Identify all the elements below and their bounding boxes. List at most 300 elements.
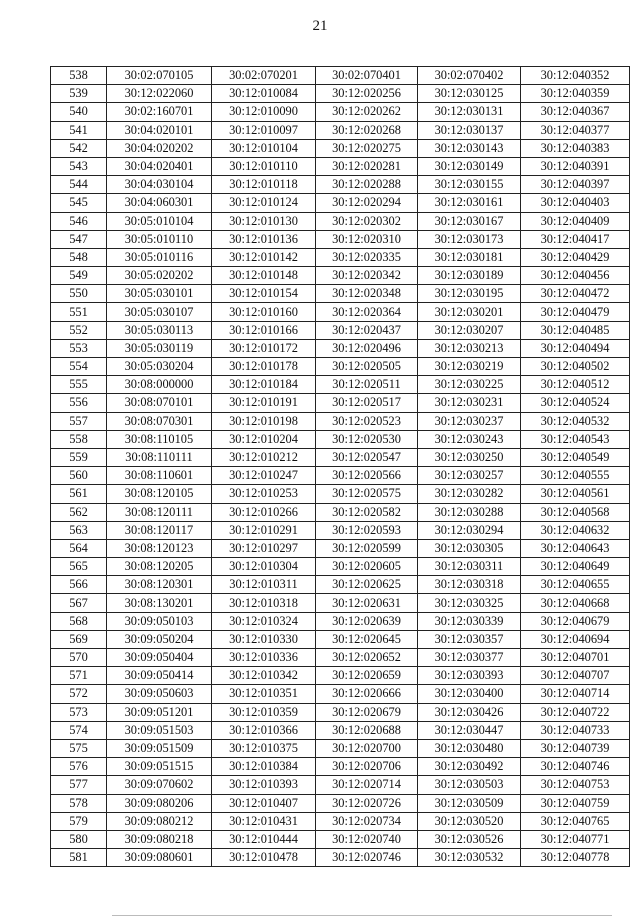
cadastral-code-cell: 30:05:010104	[107, 212, 212, 230]
cadastral-code-cell: 30:08:120301	[107, 576, 212, 594]
cadastral-code-cell: 30:12:020700	[316, 739, 418, 757]
cadastral-code-cell: 30:12:030149	[418, 157, 521, 175]
cadastral-code-cell: 30:12:010266	[212, 503, 316, 521]
cadastral-code-cell: 30:12:030181	[418, 248, 521, 266]
row-number-cell: 567	[51, 594, 107, 612]
cadastral-code-cell: 30:08:110111	[107, 448, 212, 466]
row-number-cell: 579	[51, 812, 107, 830]
cadastral-code-cell: 30:09:051201	[107, 703, 212, 721]
cadastral-code-cell: 30:12:010172	[212, 339, 316, 357]
cadastral-code-cell: 30:12:010351	[212, 685, 316, 703]
cadastral-code-cell: 30:02:070105	[107, 67, 212, 85]
row-number-cell: 557	[51, 412, 107, 430]
cadastral-code-cell: 30:12:020599	[316, 539, 418, 557]
cadastral-code-cell: 30:12:040403	[521, 194, 630, 212]
cadastral-code-cell: 30:12:030137	[418, 121, 521, 139]
cadastral-code-cell: 30:12:010318	[212, 594, 316, 612]
table-row	[51, 612, 630, 630]
table-row	[51, 267, 630, 285]
cadastral-code-cell: 30:12:030173	[418, 230, 521, 248]
cadastral-code-cell: 30:12:020505	[316, 358, 418, 376]
table-row	[51, 448, 630, 466]
cadastral-code-cell: 30:08:070101	[107, 394, 212, 412]
row-number-cell: 566	[51, 576, 107, 594]
cadastral-code-cell: 30:12:040367	[521, 103, 630, 121]
table-row	[51, 85, 630, 103]
cadastral-code-cell: 30:02:070402	[418, 67, 521, 85]
cadastral-code-cell: 30:12:020530	[316, 430, 418, 448]
row-number-cell: 555	[51, 376, 107, 394]
cadastral-code-cell: 30:09:051509	[107, 739, 212, 757]
cadastral-code-cell: 30:12:010311	[212, 576, 316, 594]
row-number-cell: 550	[51, 285, 107, 303]
cadastral-code-cell: 30:12:010431	[212, 812, 316, 830]
table-row	[51, 394, 630, 412]
table-row	[51, 230, 630, 248]
cadastral-code-cell: 30:12:030131	[418, 103, 521, 121]
cadastral-code-cell: 30:12:040753	[521, 776, 630, 794]
cadastral-code-cell: 30:05:030107	[107, 303, 212, 321]
cadastral-code-cell: 30:12:010342	[212, 667, 316, 685]
cadastral-code-cell: 30:12:020679	[316, 703, 418, 721]
cadastral-code-cell: 30:12:040397	[521, 176, 630, 194]
cadastral-code-cell: 30:09:070602	[107, 776, 212, 794]
cadastral-code-cell: 30:12:010359	[212, 703, 316, 721]
cadastral-code-cell: 30:12:010110	[212, 157, 316, 175]
page-number: 21	[312, 18, 328, 34]
row-number-cell: 546	[51, 212, 107, 230]
table-row	[51, 430, 630, 448]
table-body	[51, 67, 630, 867]
cadastral-code-cell: 30:12:030167	[418, 212, 521, 230]
row-number-cell: 552	[51, 321, 107, 339]
cadastral-code-cell: 30:12:040694	[521, 630, 630, 648]
cadastral-code-cell: 30:12:040472	[521, 285, 630, 303]
cadastral-code-cell: 30:12:020302	[316, 212, 418, 230]
cadastral-code-cell: 30:12:020706	[316, 758, 418, 776]
table-row	[51, 139, 630, 157]
cadastral-code-cell: 30:12:020714	[316, 776, 418, 794]
cadastral-code-cell: 30:12:040765	[521, 812, 630, 830]
table-row	[51, 485, 630, 503]
cadastral-code-cell: 30:12:040377	[521, 121, 630, 139]
cadastral-code-cell: 30:09:050603	[107, 685, 212, 703]
row-number-cell: 544	[51, 176, 107, 194]
cadastral-code-cell: 30:12:030526	[418, 830, 521, 848]
cadastral-code-cell: 30:12:040502	[521, 358, 630, 376]
row-number-cell: 571	[51, 667, 107, 685]
cadastral-code-cell: 30:12:020726	[316, 794, 418, 812]
row-number-cell: 561	[51, 485, 107, 503]
cadastral-code-cell: 30:12:010118	[212, 176, 316, 194]
cadastral-code-cell: 30:12:040532	[521, 412, 630, 430]
cadastral-code-cell: 30:12:010324	[212, 612, 316, 630]
cadastral-code-cell: 30:12:030325	[418, 594, 521, 612]
cadastral-code-cell: 30:12:040383	[521, 139, 630, 157]
cadastral-code-cell: 30:09:080218	[107, 830, 212, 848]
cadastral-code-cell: 30:12:020268	[316, 121, 418, 139]
cadastral-code-cell: 30:12:010136	[212, 230, 316, 248]
cadastral-code-cell: 30:04:020101	[107, 121, 212, 139]
cadastral-code-cell: 30:12:020348	[316, 285, 418, 303]
row-number-cell: 562	[51, 503, 107, 521]
row-number-cell: 564	[51, 539, 107, 557]
table-row	[51, 176, 630, 194]
cadastral-code-cell: 30:09:080206	[107, 794, 212, 812]
cadastral-code-cell: 30:04:020401	[107, 157, 212, 175]
cadastral-code-cell: 30:08:000000	[107, 376, 212, 394]
table-row	[51, 576, 630, 594]
row-number-cell: 541	[51, 121, 107, 139]
cadastral-code-cell: 30:12:020652	[316, 649, 418, 667]
table-row	[51, 248, 630, 266]
cadastral-code-cell: 30:12:030237	[418, 412, 521, 430]
row-number-cell: 570	[51, 649, 107, 667]
cadastral-code-cell: 30:12:030532	[418, 849, 521, 867]
row-number-cell: 575	[51, 739, 107, 757]
cadastral-code-cell: 30:12:030155	[418, 176, 521, 194]
cadastral-code-cell: 30:12:040479	[521, 303, 630, 321]
row-number-cell: 569	[51, 630, 107, 648]
table-row	[51, 103, 630, 121]
row-number-cell: 574	[51, 721, 107, 739]
cadastral-code-cell: 30:12:040632	[521, 521, 630, 539]
cadastral-code-cell: 30:12:040679	[521, 612, 630, 630]
cadastral-code-cell: 30:09:050204	[107, 630, 212, 648]
cadastral-code-cell: 30:12:030492	[418, 758, 521, 776]
cadastral-code-cell: 30:08:120105	[107, 485, 212, 503]
cadastral-code-cell: 30:12:020281	[316, 157, 418, 175]
cadastral-code-cell: 30:12:040759	[521, 794, 630, 812]
cadastral-code-cell: 30:12:040485	[521, 321, 630, 339]
cadastral-code-cell: 30:08:070301	[107, 412, 212, 430]
cadastral-code-cell: 30:12:020566	[316, 467, 418, 485]
cadastral-code-cell: 30:12:020335	[316, 248, 418, 266]
cadastral-code-cell: 30:12:030377	[418, 649, 521, 667]
cadastral-code-cell: 30:12:010090	[212, 103, 316, 121]
cadastral-code-cell: 30:12:020256	[316, 85, 418, 103]
table-row	[51, 758, 630, 776]
table-row	[51, 412, 630, 430]
cadastral-code-cell: 30:12:040409	[521, 212, 630, 230]
cadastral-code-cell: 30:05:020202	[107, 267, 212, 285]
cadastral-code-cell: 30:12:030294	[418, 521, 521, 539]
cadastral-code-cell: 30:12:040722	[521, 703, 630, 721]
table-row	[51, 794, 630, 812]
cadastral-code-cell: 30:12:020294	[316, 194, 418, 212]
row-number-cell: 581	[51, 849, 107, 867]
cadastral-code-cell: 30:12:020288	[316, 176, 418, 194]
cadastral-code-cell: 30:12:010366	[212, 721, 316, 739]
cadastral-code-cell: 30:12:010084	[212, 85, 316, 103]
cadastral-code-cell: 30:12:020582	[316, 503, 418, 521]
cadastral-code-cell: 30:12:040524	[521, 394, 630, 412]
cadastral-code-cell: 30:12:020625	[316, 576, 418, 594]
cadastral-code-cell: 30:04:030104	[107, 176, 212, 194]
cadastral-code-cell: 30:12:020631	[316, 594, 418, 612]
cadastral-code-cell: 30:12:010184	[212, 376, 316, 394]
table-row	[51, 358, 630, 376]
cadastral-code-cell: 30:12:010297	[212, 539, 316, 557]
table-row	[51, 321, 630, 339]
table-row	[51, 594, 630, 612]
cadastral-code-cell: 30:08:110601	[107, 467, 212, 485]
cadastral-code-cell: 30:05:010116	[107, 248, 212, 266]
cadastral-code-cell: 30:12:010097	[212, 121, 316, 139]
row-number-cell: 542	[51, 139, 107, 157]
cadastral-code-cell: 30:12:020342	[316, 267, 418, 285]
cadastral-code-cell: 30:12:010393	[212, 776, 316, 794]
cadastral-code-cell: 30:12:030426	[418, 703, 521, 721]
cadastral-code-cell: 30:12:040429	[521, 248, 630, 266]
row-number-cell: 573	[51, 703, 107, 721]
cadastral-code-cell: 30:12:040668	[521, 594, 630, 612]
cadastral-code-cell: 30:12:010160	[212, 303, 316, 321]
cadastral-code-cell: 30:12:040778	[521, 849, 630, 867]
table-row	[51, 721, 630, 739]
row-number-cell: 568	[51, 612, 107, 630]
table-row	[51, 376, 630, 394]
cadastral-code-cell: 30:12:030161	[418, 194, 521, 212]
cadastral-code-cell: 30:12:010104	[212, 139, 316, 157]
cadastral-code-cell: 30:12:030231	[418, 394, 521, 412]
cadastral-code-cell: 30:12:010375	[212, 739, 316, 757]
row-number-cell: 572	[51, 685, 107, 703]
table-row	[51, 539, 630, 557]
cadastral-code-cell: 30:12:010336	[212, 649, 316, 667]
table-row	[51, 121, 630, 139]
row-number-cell: 538	[51, 67, 107, 85]
row-number-cell: 548	[51, 248, 107, 266]
row-number-cell: 556	[51, 394, 107, 412]
cadastral-code-cell: 30:12:010154	[212, 285, 316, 303]
cadastral-code-cell: 30:08:130201	[107, 594, 212, 612]
cadastral-code-cell: 30:12:020734	[316, 812, 418, 830]
cadastral-code-cell: 30:12:030318	[418, 576, 521, 594]
table-row	[51, 467, 630, 485]
cadastral-code-cell: 30:12:020262	[316, 103, 418, 121]
table-row	[51, 558, 630, 576]
cadastral-code-cell: 30:12:020437	[316, 321, 418, 339]
table-row	[51, 503, 630, 521]
row-number-cell: 547	[51, 230, 107, 248]
cadastral-code-cell: 30:12:010191	[212, 394, 316, 412]
cadastral-code-cell: 30:12:030243	[418, 430, 521, 448]
cadastral-code-cell: 30:12:040417	[521, 230, 630, 248]
cadastral-code-cell: 30:05:030113	[107, 321, 212, 339]
cadastral-code-cell: 30:12:040359	[521, 85, 630, 103]
table-row	[51, 521, 630, 539]
cadastral-code-cell: 30:05:030204	[107, 358, 212, 376]
table-row	[51, 685, 630, 703]
cadastral-code-cell: 30:12:040494	[521, 339, 630, 357]
row-number-cell: 558	[51, 430, 107, 448]
cadastral-code-cell: 30:12:020645	[316, 630, 418, 648]
cadastral-code-cell: 30:09:051515	[107, 758, 212, 776]
cadastral-code-cell: 30:12:020310	[316, 230, 418, 248]
cadastral-code-cell: 30:12:020364	[316, 303, 418, 321]
table-row	[51, 849, 630, 867]
cadastral-code-cell: 30:12:040649	[521, 558, 630, 576]
table-row	[51, 739, 630, 757]
cadastral-code-cell: 30:12:020523	[316, 412, 418, 430]
row-number-cell: 554	[51, 358, 107, 376]
cadastral-code-cell: 30:12:040561	[521, 485, 630, 503]
cadastral-code-cell: 30:08:120205	[107, 558, 212, 576]
table-row	[51, 285, 630, 303]
cadastral-code-cell: 30:05:030119	[107, 339, 212, 357]
row-number-cell: 563	[51, 521, 107, 539]
table-row	[51, 630, 630, 648]
table-row	[51, 212, 630, 230]
cadastral-code-cell: 30:12:010330	[212, 630, 316, 648]
cadastral-code-cell: 30:12:010148	[212, 267, 316, 285]
cadastral-code-cell: 30:12:020575	[316, 485, 418, 503]
cadastral-code-cell: 30:12:010407	[212, 794, 316, 812]
row-number-cell: 560	[51, 467, 107, 485]
cadastral-code-cell: 30:12:020605	[316, 558, 418, 576]
cadastral-code-cell: 30:12:010178	[212, 358, 316, 376]
cadastral-code-cell: 30:12:030282	[418, 485, 521, 503]
cadastral-code-cell: 30:12:030339	[418, 612, 521, 630]
cadastral-code-cell: 30:12:030311	[418, 558, 521, 576]
cadastral-code-cell: 30:04:060301	[107, 194, 212, 212]
cadastral-code-cell: 30:12:020746	[316, 849, 418, 867]
cadastral-code-cell: 30:12:030400	[418, 685, 521, 703]
cadastral-code-cell: 30:12:030225	[418, 376, 521, 394]
cadastral-code-cell: 30:12:030480	[418, 739, 521, 757]
cadastral-code-cell: 30:08:110105	[107, 430, 212, 448]
cadastral-code-cell: 30:12:030189	[418, 267, 521, 285]
cadastral-code-cell: 30:12:040549	[521, 448, 630, 466]
cadastral-code-cell: 30:12:010166	[212, 321, 316, 339]
cadastral-code-cell: 30:12:030250	[418, 448, 521, 466]
cadastral-code-cell: 30:12:040707	[521, 667, 630, 685]
row-number-cell: 559	[51, 448, 107, 466]
cadastral-code-cell: 30:12:040456	[521, 267, 630, 285]
cadastral-code-cell: 30:12:010204	[212, 430, 316, 448]
cadastral-code-cell: 30:12:040746	[521, 758, 630, 776]
cadastral-code-cell: 30:12:040352	[521, 67, 630, 85]
cadastral-code-cell: 30:12:030219	[418, 358, 521, 376]
row-number-cell: 580	[51, 830, 107, 848]
cadastral-code-cell: 30:12:020517	[316, 394, 418, 412]
cadastral-code-cell: 30:12:040512	[521, 376, 630, 394]
cadastral-code-cell: 30:12:030520	[418, 812, 521, 830]
cadastral-code-cell: 30:12:030125	[418, 85, 521, 103]
cadastral-code-cell: 30:12:020547	[316, 448, 418, 466]
cadastral-code-cell: 30:12:030288	[418, 503, 521, 521]
cadastral-code-cell: 30:12:010444	[212, 830, 316, 848]
cadastral-code-cell: 30:12:030509	[418, 794, 521, 812]
cadastral-code-cell: 30:12:020496	[316, 339, 418, 357]
cadastral-code-cell: 30:09:050404	[107, 649, 212, 667]
cadastral-code-cell: 30:12:020639	[316, 612, 418, 630]
row-number-cell: 540	[51, 103, 107, 121]
cadastral-code-cell: 30:12:020593	[316, 521, 418, 539]
cadastral-code-cell: 30:05:030101	[107, 285, 212, 303]
cadastral-code-cell: 30:09:051503	[107, 721, 212, 739]
cadastral-code-cell: 30:12:020511	[316, 376, 418, 394]
table-row	[51, 830, 630, 848]
table-row	[51, 339, 630, 357]
cadastral-code-cell: 30:02:160701	[107, 103, 212, 121]
cadastral-code-cell: 30:04:020202	[107, 139, 212, 157]
cadastral-code-cell: 30:08:120111	[107, 503, 212, 521]
cadastral-code-cell: 30:12:020659	[316, 667, 418, 685]
table-row	[51, 194, 630, 212]
cadastral-code-cell: 30:12:030357	[418, 630, 521, 648]
cadastral-code-cell: 30:12:030503	[418, 776, 521, 794]
cadastral-code-cell: 30:12:010142	[212, 248, 316, 266]
cadastral-code-cell: 30:12:020275	[316, 139, 418, 157]
table-row	[51, 303, 630, 321]
cadastral-code-cell: 30:12:010124	[212, 194, 316, 212]
cadastral-code-cell: 30:12:030195	[418, 285, 521, 303]
table-row	[51, 649, 630, 667]
cadastral-code-cell: 30:08:120123	[107, 539, 212, 557]
cadastral-code-cell: 30:12:030447	[418, 721, 521, 739]
cadastral-code-cell: 30:12:030393	[418, 667, 521, 685]
cadastral-code-cell: 30:12:030201	[418, 303, 521, 321]
cadastral-code-cell: 30:12:030305	[418, 539, 521, 557]
cadastral-code-cell: 30:12:030207	[418, 321, 521, 339]
cadastral-code-cell: 30:09:050414	[107, 667, 212, 685]
cadastral-code-cell: 30:12:030257	[418, 467, 521, 485]
cadastral-code-cell: 30:12:010198	[212, 412, 316, 430]
cadastral-code-cell: 30:12:010253	[212, 485, 316, 503]
row-number-cell: 549	[51, 267, 107, 285]
table-row	[51, 157, 630, 175]
cadastral-code-cell: 30:12:040555	[521, 467, 630, 485]
cadastral-code-cell: 30:09:050103	[107, 612, 212, 630]
cadastral-code-cell: 30:12:020688	[316, 721, 418, 739]
table-row	[51, 776, 630, 794]
row-number-cell: 551	[51, 303, 107, 321]
cadastral-code-cell: 30:02:070401	[316, 67, 418, 85]
cadastral-code-cell: 30:12:010304	[212, 558, 316, 576]
table-row	[51, 667, 630, 685]
row-number-cell: 578	[51, 794, 107, 812]
cadastral-table	[50, 66, 630, 867]
row-number-cell: 539	[51, 85, 107, 103]
cadastral-code-cell: 30:12:022060	[107, 85, 212, 103]
row-number-cell: 576	[51, 758, 107, 776]
cadastral-code-cell: 30:12:040655	[521, 576, 630, 594]
row-number-cell: 565	[51, 558, 107, 576]
cadastral-code-cell: 30:12:010478	[212, 849, 316, 867]
cadastral-code-cell: 30:09:080212	[107, 812, 212, 830]
cadastral-code-cell: 30:12:020666	[316, 685, 418, 703]
cadastral-code-cell: 30:12:030213	[418, 339, 521, 357]
cadastral-code-cell: 30:12:020740	[316, 830, 418, 848]
row-number-cell: 577	[51, 776, 107, 794]
cadastral-code-cell: 30:12:040739	[521, 739, 630, 757]
cadastral-code-cell: 30:12:040701	[521, 649, 630, 667]
cadastral-code-cell: 30:12:010212	[212, 448, 316, 466]
cadastral-code-cell: 30:08:120117	[107, 521, 212, 539]
cadastral-code-cell: 30:12:040391	[521, 157, 630, 175]
row-number-cell: 543	[51, 157, 107, 175]
row-number-cell: 545	[51, 194, 107, 212]
cadastral-code-cell: 30:12:010130	[212, 212, 316, 230]
table-row	[51, 67, 630, 85]
cadastral-code-cell: 30:05:010110	[107, 230, 212, 248]
cadastral-code-cell: 30:12:010384	[212, 758, 316, 776]
cadastral-code-cell: 30:12:010247	[212, 467, 316, 485]
table-row	[51, 812, 630, 830]
cadastral-code-cell: 30:12:040568	[521, 503, 630, 521]
